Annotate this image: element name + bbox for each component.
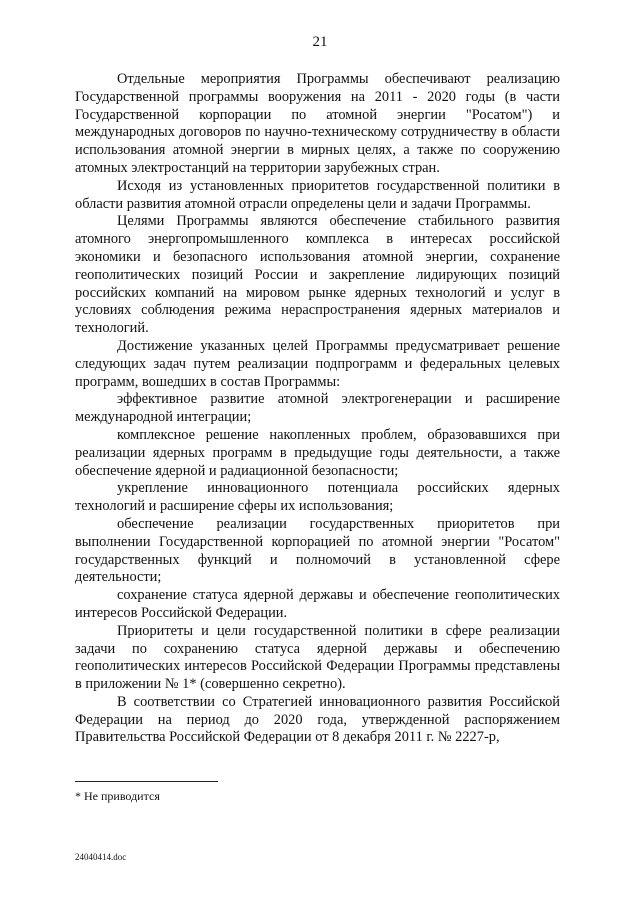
body-text: [75, 71, 560, 747]
page-number: 21: [312, 34, 328, 50]
footnote: * Не приводится: [75, 789, 160, 803]
paragraph: Исходя из установленных приоритетов государственной политики в области развития атомной отрасли определены цели и задачи Программы.: [75, 177, 560, 212]
list-item: сохранение статуса ядерной державы и обеспечение геополитических интересов Российской Федерации.: [75, 587, 560, 621]
paragraph: Отдельные мероприятия Программы обеспечивают реализацию Государственной программы вооружения на 2011 - 2020 годы (в части Государственной корпорации по атомной энергии "Росатом") и международных договоров по научно-техническому сотрудничеству в области использования атомной энергии в мирных целях, а также по сооружению атомных электростанций на территории зарубежных стран.: [75, 71, 560, 176]
list-item: укрепление инновационного потенциала российских ядерных технологий и расширение сферы их использования;: [75, 480, 560, 515]
paragraph: Приоритеты и цели государственной политики в сфере реализации задачи по сохранению статуса ядерной державы и обеспечению геополитических интересов Российской Федерации Программы представлены в приложении № 1* (совершенно секретно).: [75, 622, 560, 693]
list-item: эффективное развитие атомной электрогенерации и расширение международной интеграции;: [75, 391, 560, 426]
paragraph: Достижение указанных целей Программы предусматривает решение следующих задач путем реализации подпрограмм и федеральных целевых программ, вошедших в состав Программы:: [75, 337, 560, 390]
paragraph: В соответствии со Стратегией инновационного развития Российской Федерации на период до 2020 года, утвержденной распоряжением Правительства Российской Федерации от 8 декабря 2011 г. № 2227-р,: [75, 693, 560, 746]
document-code: 24040414.doc: [75, 852, 127, 862]
list-item: комплексное решение накопленных проблем, образовавшихся при реализации ядерных программ в предыдущие годы деятельности, а также обеспечение ядерной и радиационной безопасности;: [75, 426, 560, 479]
list-item: обеспечение реализации государственных приоритетов при выполнении Государственной корпорацией по атомной энергии "Росатом" государственных функций и полномочий в установленной сфере деятельности;: [75, 515, 560, 586]
footnote-divider: [75, 781, 218, 782]
paragraph: Целями Программы являются обеспечение стабильного развития атомного энергопромышленного комплекса в интересах российской экономики и безопасного использования атомной энергии, сохранение геополитических позиций России и закрепление лидирующих позиций российских компаний на мировом рынке ядерных технологий и услуг в условиях соблюдения режима нераспространения ядерных материалов и технологий.: [75, 213, 560, 337]
